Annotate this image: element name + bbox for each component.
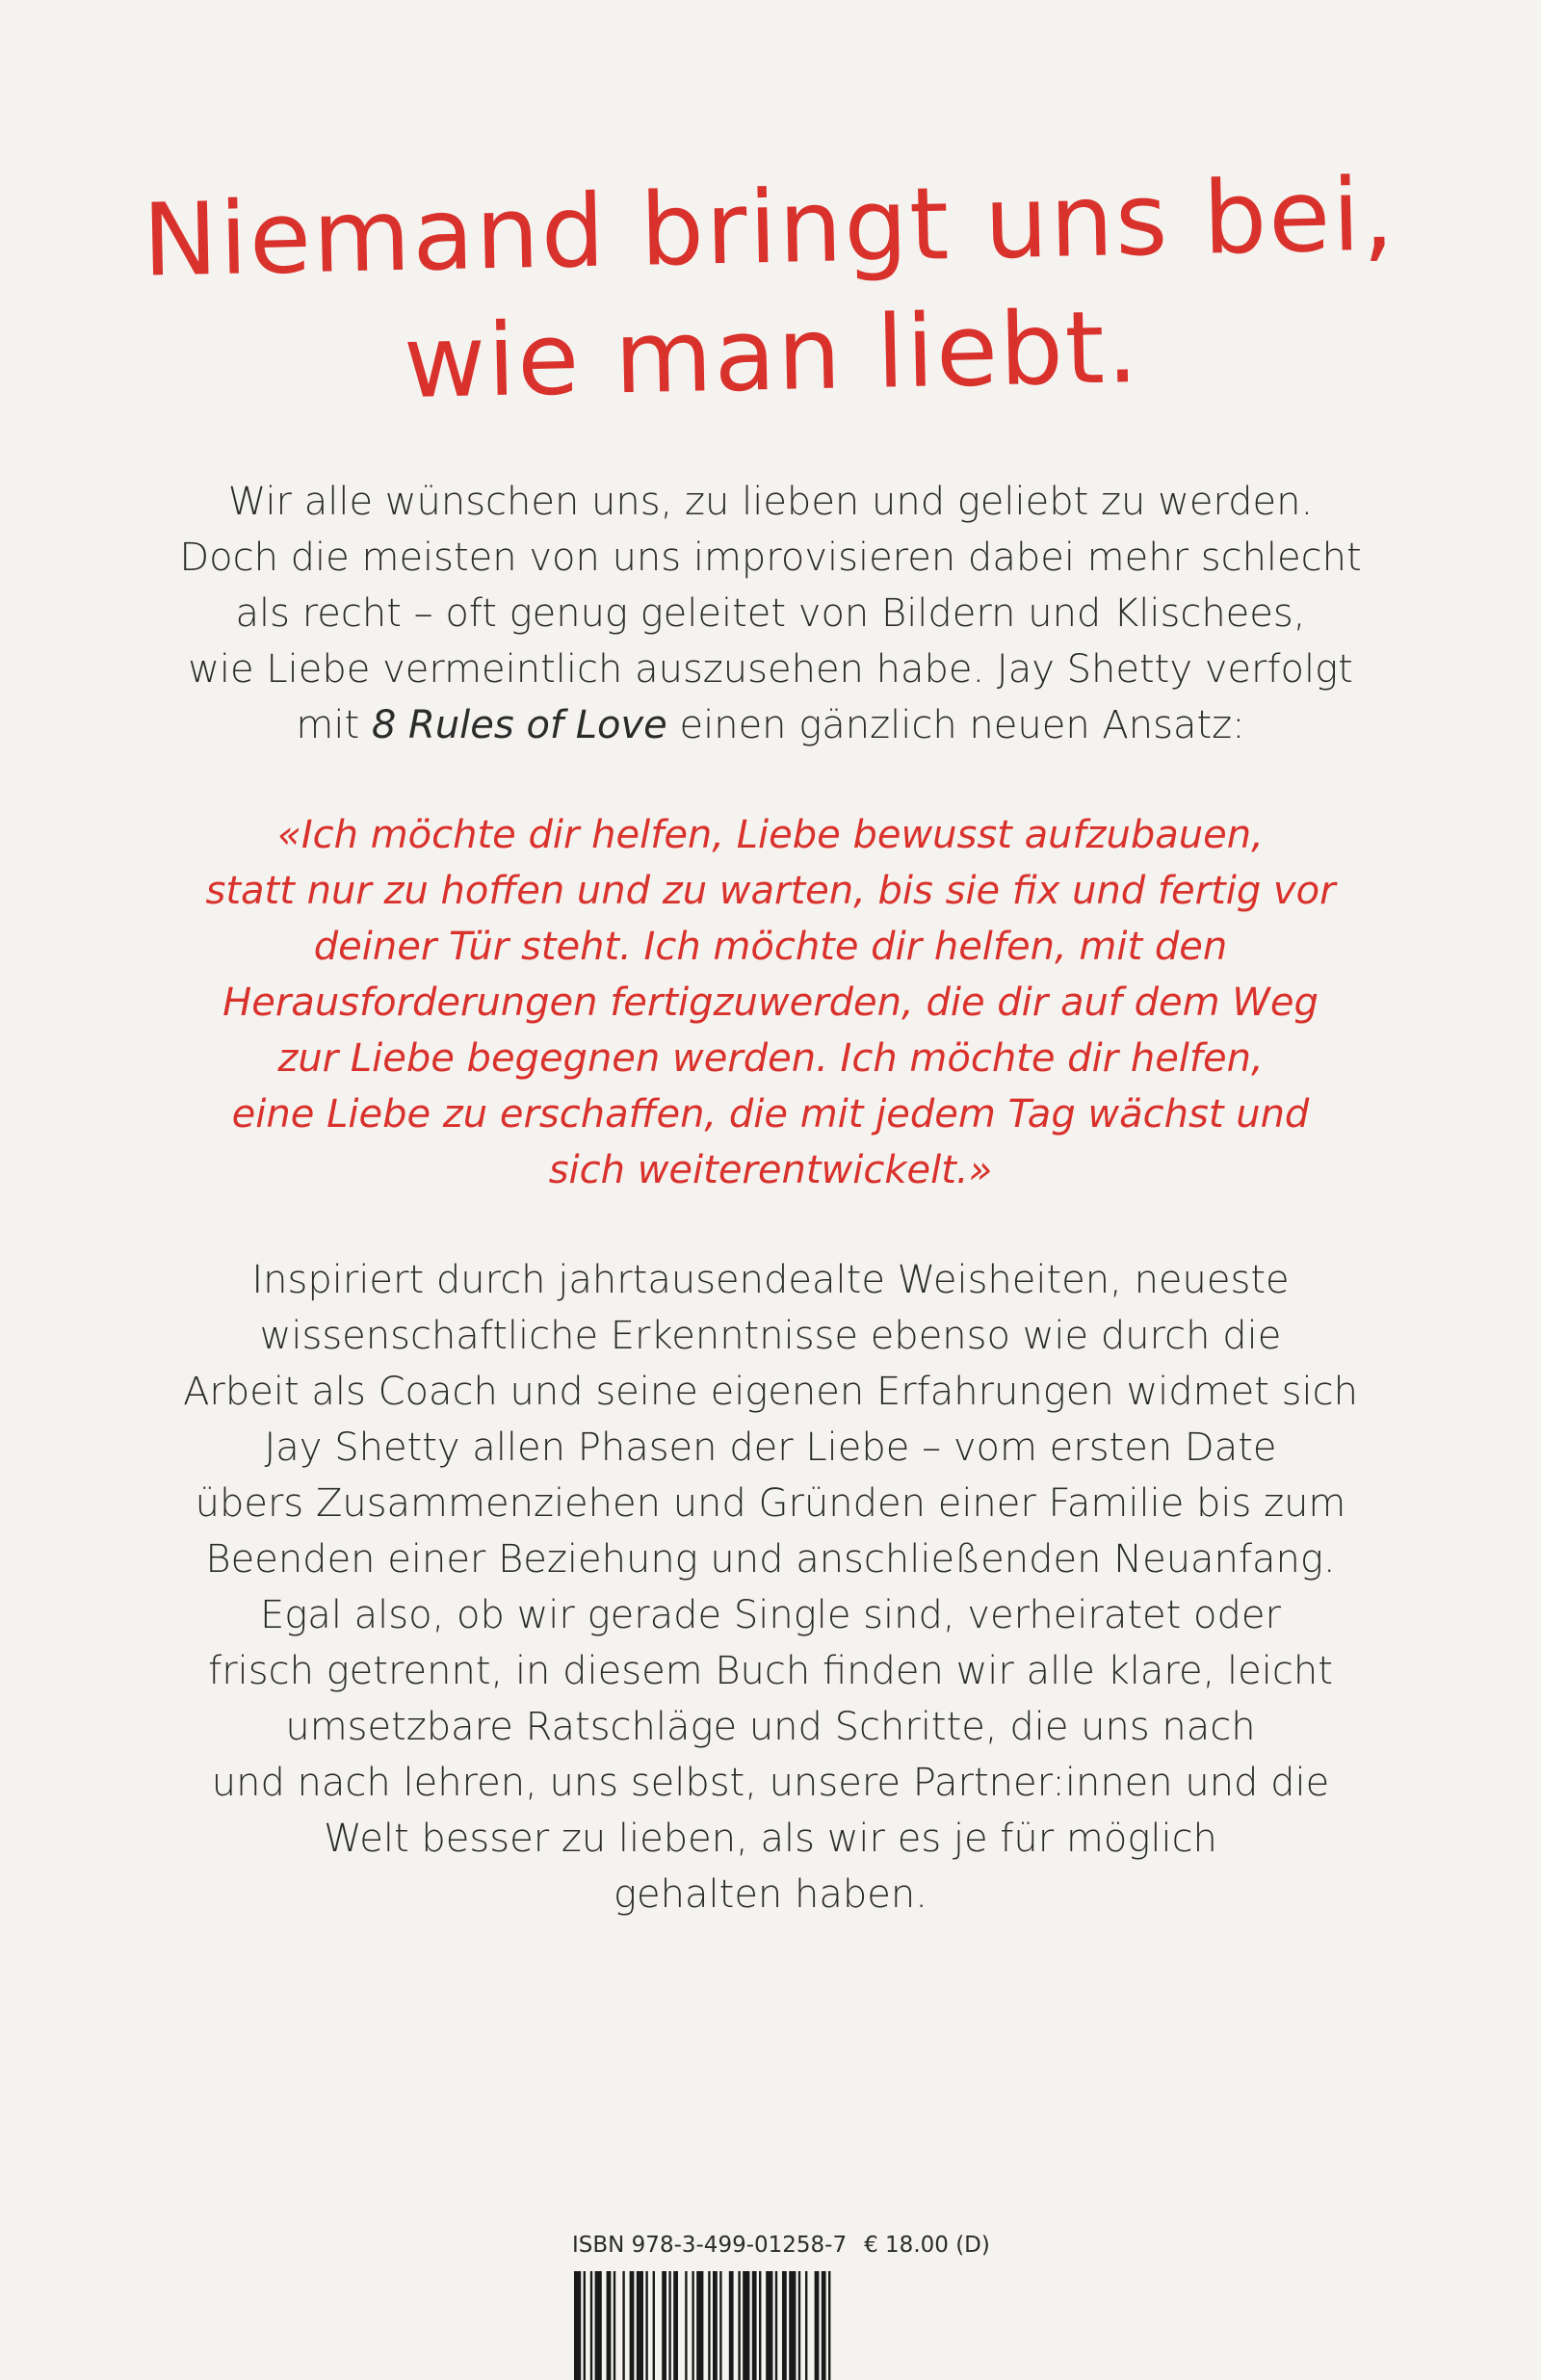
barcode-bar [828,2271,830,2380]
intro-paragraph [0,474,1541,753]
main-paragraph [0,1252,1541,1922]
book-title: 8 Rules of Love [371,703,667,747]
quote-paragraph [0,807,1541,1198]
intro-line: als recht – oft genug geleitet von Bildern und Klischees, [235,591,1306,636]
barcode-bar [782,2271,787,2380]
intro-line-prefix: mit [296,703,372,747]
barcode-bar [645,2271,647,2380]
headline-line-1: Niemand bringt uns bei, [141,155,1397,300]
barcode-bar [653,2271,655,2380]
barcode-bar [622,2271,624,2380]
intro-line: Wir alle wünschen uns, zu lieben und geliebt zu werden. [227,480,1314,524]
barcode-bar [574,2271,581,2380]
barcode-bar [614,2271,615,2380]
main-line: Welt besser zu lieben, als wir es je für möglich [324,1817,1217,1861]
barcode-bar [668,2271,670,2380]
barcode-bar [766,2271,772,2380]
barcode-bar [630,2271,635,2380]
barcode-bar [685,2271,687,2380]
barcode-bar [815,2271,820,2380]
quote-line: «Ich möchte dir helfen, Liebe bewusst aufzubauen, [277,813,1264,857]
intro-line-suffix: einen gänzlich neuen Ansatz: [666,703,1245,747]
main-line: Jay Shetty allen Phasen der Liebe – vom ersten Date [264,1425,1277,1470]
barcode-bar [789,2271,796,2380]
barcode-bar [743,2271,749,2380]
isbn-line [572,2233,990,2258]
intro-line: Doch die meisten von uns improvisieren dabei mehr schlecht [179,536,1362,580]
main-line: und nach lehren, uns selbst, unsere Partner:innen und die [211,1761,1330,1805]
barcode-bar [692,2271,693,2380]
main-line: gehalten haben. [614,1872,927,1917]
main-line: frisch getrennt, in diesem Buch finden wir alle klare, leicht [208,1649,1333,1693]
barcode-bar [662,2271,666,2380]
intro-line: wie Liebe vermeintlich auszusehen habe. Jay Shetty verfolgt [188,647,1353,692]
main-line: Beenden einer Beziehung und anschließenden Neuanfang. [205,1537,1336,1582]
barcode-bar [607,2271,612,2380]
barcode-bar [584,2271,586,2380]
quote-line: statt nur zu hoffen und zu warten, bis sie fix und fertig vor [205,869,1336,913]
main-line: wissenschaftliche Erkenntnisse ebenso wie durch die [259,1314,1282,1358]
main-line: Inspiriert durch jahrtausendealte Weisheiten, neueste [251,1258,1290,1302]
price: € 18.00 (D) [864,2233,990,2258]
barcode-bar [719,2271,721,2380]
barcode-bar [805,2271,807,2380]
barcode-bar [595,2271,602,2380]
quote-line: deiner Tür steht. Ich möchte dir helfen, mit den [313,925,1228,969]
barcode-bar [673,2271,678,2380]
barcode-bar [738,2271,740,2380]
barcode-image [572,2271,977,2380]
barcode-bar [590,2271,592,2380]
main-line: übers Zusammenziehen und Gründen einer Familie bis zum [195,1481,1346,1526]
headline-line-2: wie man liebt. [402,287,1141,421]
barcode-bar [713,2271,718,2380]
quote-line: eine Liebe zu erschaffen, die mit jedem Tag wächst und [231,1092,1310,1137]
quote-line: Herausforderungen fertigzuwerden, die dir auf dem Weg [222,981,1319,1025]
barcode-bar [729,2271,734,2380]
barcode-bar [752,2271,757,2380]
main-line: Egal also, ob wir gerade Single sind, verheiratet oder [260,1593,1281,1637]
barcode-bar [759,2271,761,2380]
intro-line [0,697,1541,753]
quote-line: zur Liebe begegnen werden. Ich möchte dir helfen, [277,1036,1264,1081]
barcode-bar [822,2271,826,2380]
isbn-number: ISBN 978-3-499-01258-7 [572,2233,848,2258]
barcode-bar [696,2271,703,2380]
main-line: Arbeit als Coach und seine eigenen Erfahrungen widmet sich [183,1370,1358,1414]
barcode-bar [798,2271,800,2380]
barcode-bar [775,2271,777,2380]
barcode-bar [637,2271,643,2380]
headline [0,147,1541,433]
barcode-bar [708,2271,710,2380]
quote-line: sich weiterentwickelt.» [548,1148,993,1192]
barcode-block [572,2233,990,2380]
main-line: umsetzbare Ratschläge und Schritte, die uns nach [285,1705,1256,1749]
